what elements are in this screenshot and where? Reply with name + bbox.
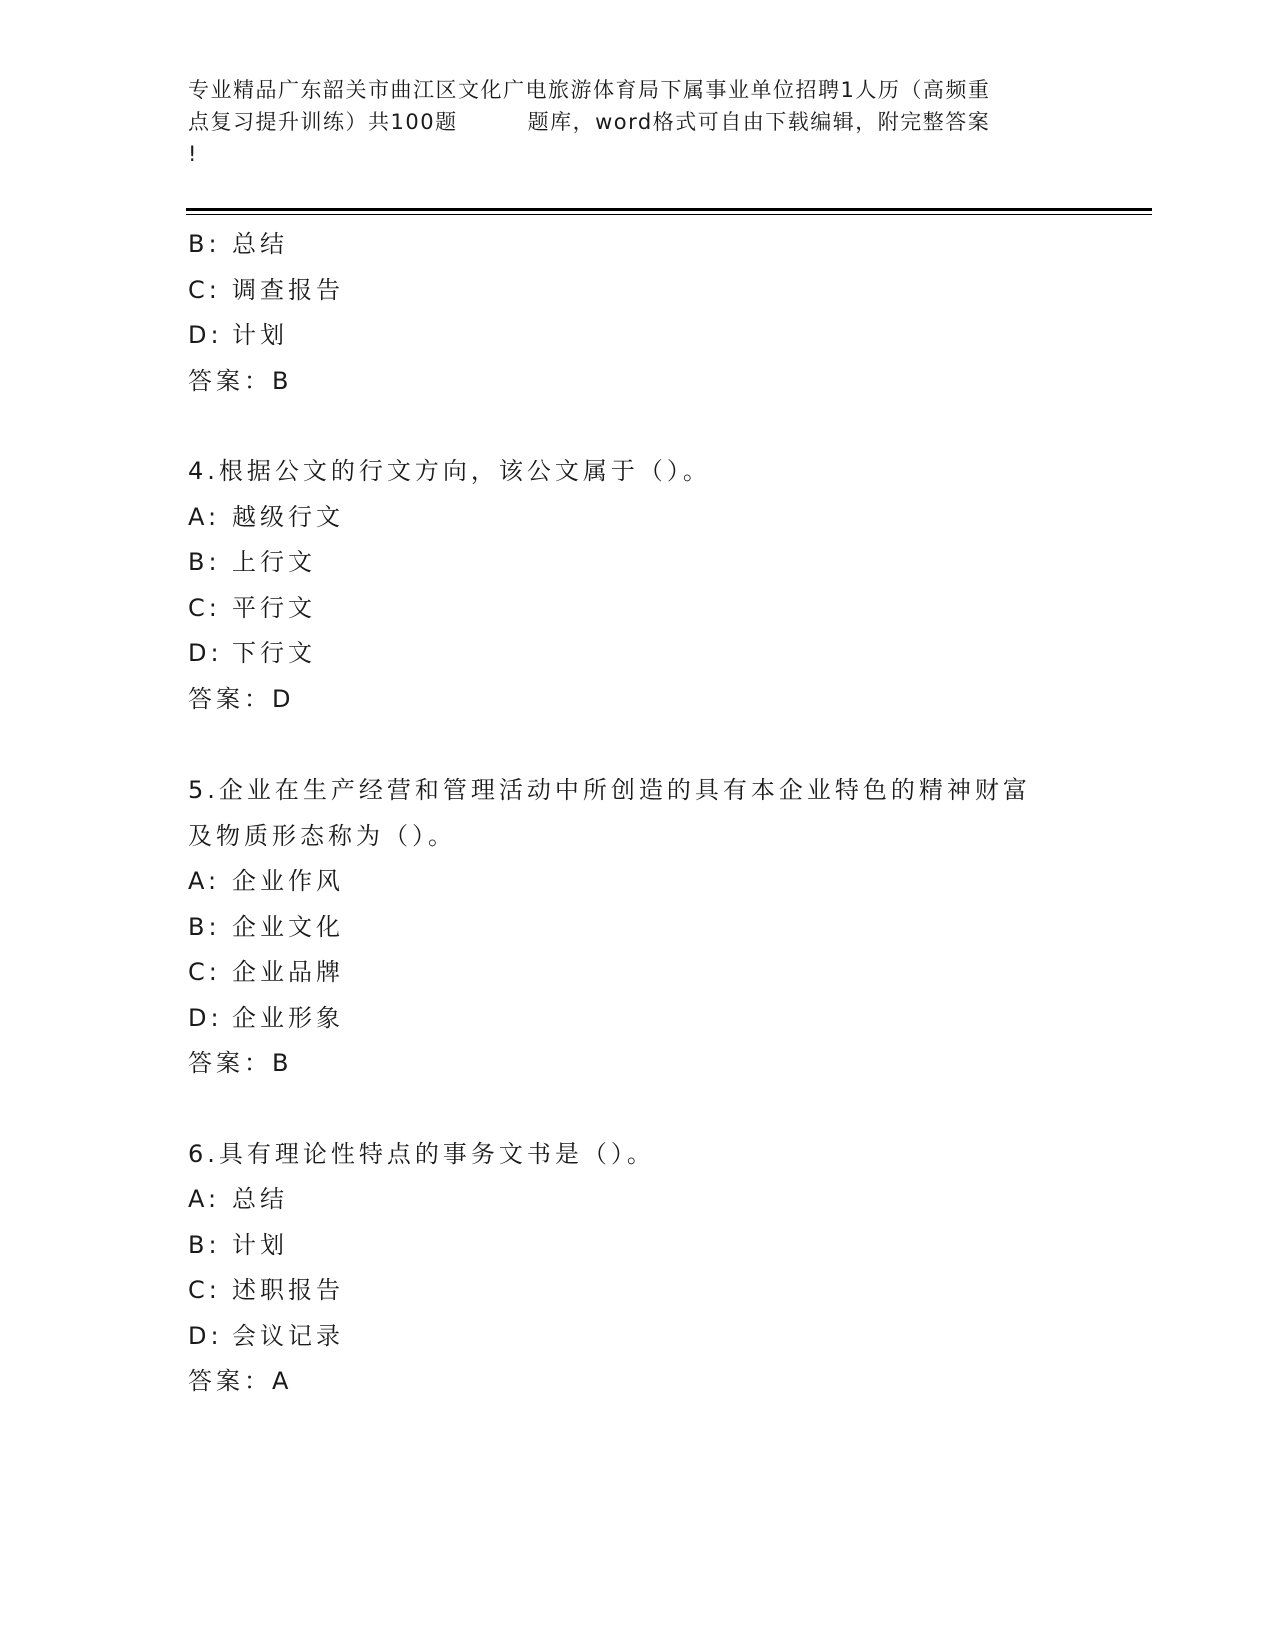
header-line-1: 专业精品广东韶关市曲江区文化广电旅游体育局下属事业单位招聘1人历（高频重 (188, 78, 991, 102)
option-b: B: 上行文 (188, 548, 316, 576)
option-a: A: 企业作风 (188, 867, 344, 895)
option-b: B: 总结 (188, 230, 288, 258)
question-4-stem: 4.根据公文的行文方向，该公文属于（）。 (188, 457, 711, 485)
option-c: C: 述职报告 (188, 1276, 344, 1304)
option-d: D: 会议记录 (188, 1321, 344, 1350)
option-c: C: 调查报告 (188, 275, 344, 304)
option-a: A: 越级行文 (188, 502, 344, 531)
question-5-stem-line-1: 5.企业在生产经营和管理活动中所创造的具有本企业特色的精神财富 (188, 776, 1031, 804)
header-line-3: ! (188, 142, 198, 166)
answer-line: 答案：A (188, 1367, 293, 1395)
answer-line: 答案：B (188, 366, 293, 395)
question-5-stem-line-2: 及物质形态称为（）。 (188, 822, 456, 850)
option-c: C: 平行文 (188, 593, 316, 622)
option-d: D: 计划 (188, 321, 288, 349)
option-a: A: 总结 (188, 1185, 288, 1213)
document-header (188, 74, 1088, 170)
option-b: B: 企业文化 (188, 912, 344, 941)
header-line-2-part-a: 点复习提升训练）共100题 (188, 110, 458, 134)
option-d: D: 企业形象 (188, 1003, 344, 1032)
header-line-2-part-b: 题库，word格式可自由下载编辑，附完整答案 (527, 110, 991, 134)
answer-line: 答案：B (188, 1049, 293, 1077)
header-rule-thick (186, 208, 1152, 211)
header-rule-thin (186, 214, 1152, 215)
question-list (188, 222, 1088, 1405)
option-c: C: 企业品牌 (188, 958, 344, 986)
header-line-2 (188, 106, 1088, 138)
option-b: B: 计划 (188, 1230, 288, 1259)
option-d: D: 下行文 (188, 639, 316, 667)
answer-line: 答案：D (188, 684, 295, 713)
question-6-stem: 6.具有理论性特点的事务文书是（）。 (188, 1139, 655, 1168)
